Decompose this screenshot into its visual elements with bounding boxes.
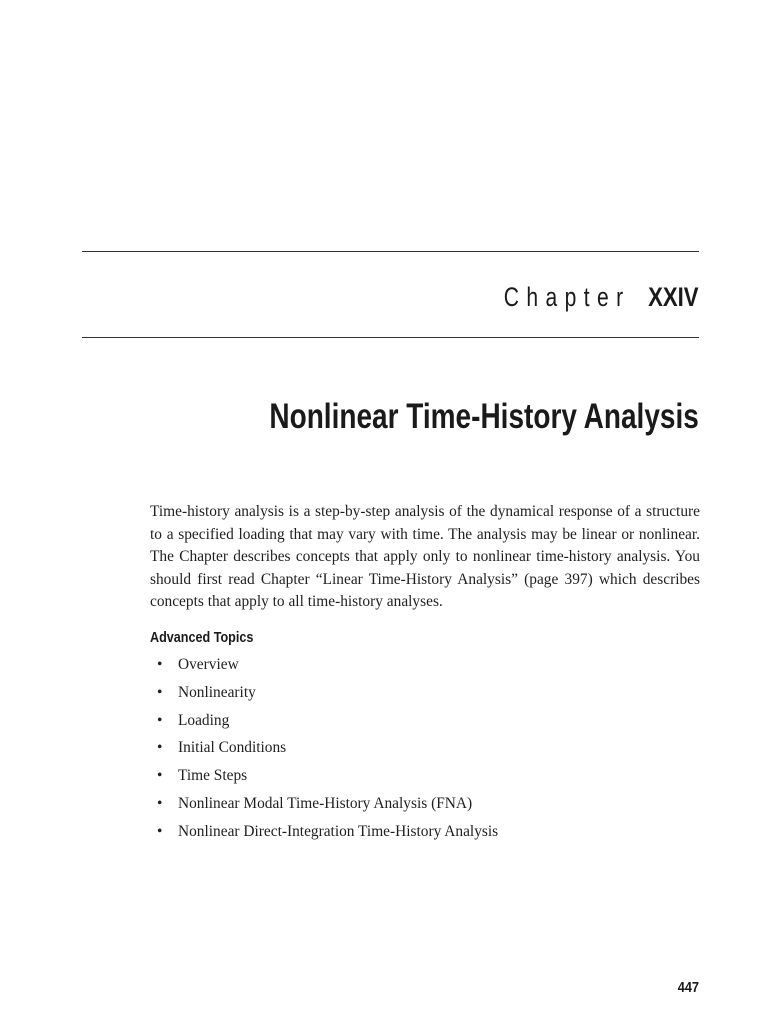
bullet-icon: •	[157, 739, 163, 757]
list-item	[150, 737, 498, 765]
chapter-title: Nonlinear Time-History Analysis	[269, 397, 699, 436]
bottom-rule	[82, 337, 699, 338]
topic-label: Nonlinear Modal Time-History Analysis (FNA)	[178, 794, 473, 812]
topic-label: Loading	[178, 711, 230, 729]
bullet-icon: •	[157, 711, 163, 729]
list-item	[150, 654, 498, 682]
chapter-number: XXIV	[648, 282, 699, 312]
list-item	[150, 710, 498, 738]
topic-label: Nonlinear Direct-Integration Time-History Analysis	[178, 822, 499, 840]
advanced-topics-heading: Advanced Topics	[150, 629, 254, 646]
bullet-icon: •	[157, 822, 163, 840]
list-item	[150, 793, 498, 821]
bullet-icon: •	[157, 656, 163, 673]
bullet-icon: •	[157, 767, 163, 785]
topic-label: Time Steps	[178, 767, 248, 785]
chapter-word: Chapter	[504, 282, 632, 312]
advanced-topics-list	[150, 654, 498, 849]
list-item	[150, 765, 498, 793]
bullet-icon: •	[157, 683, 163, 701]
page-number: 447	[677, 979, 699, 996]
list-item	[150, 821, 498, 849]
list-item	[150, 682, 498, 710]
top-rule	[82, 251, 699, 252]
bullet-icon: •	[157, 794, 163, 812]
topic-label: Nonlinearity	[178, 683, 256, 701]
topic-label: Overview	[178, 656, 239, 673]
chapter-heading	[468, 278, 699, 321]
intro-paragraph: Time-history analysis is a step-by-step analysis of the dynamical response of a structure to a specified loading that may vary with time. The analysis may be linear or nonlinear. The Chapter describes concepts that apply only to nonlinear time-history analysis. You should first read Chapter “Linear Time-History Analysis” (page 397) which describes concepts that apply to all time-history analyses.	[150, 503, 700, 611]
topic-label: Initial Conditions	[178, 739, 287, 757]
